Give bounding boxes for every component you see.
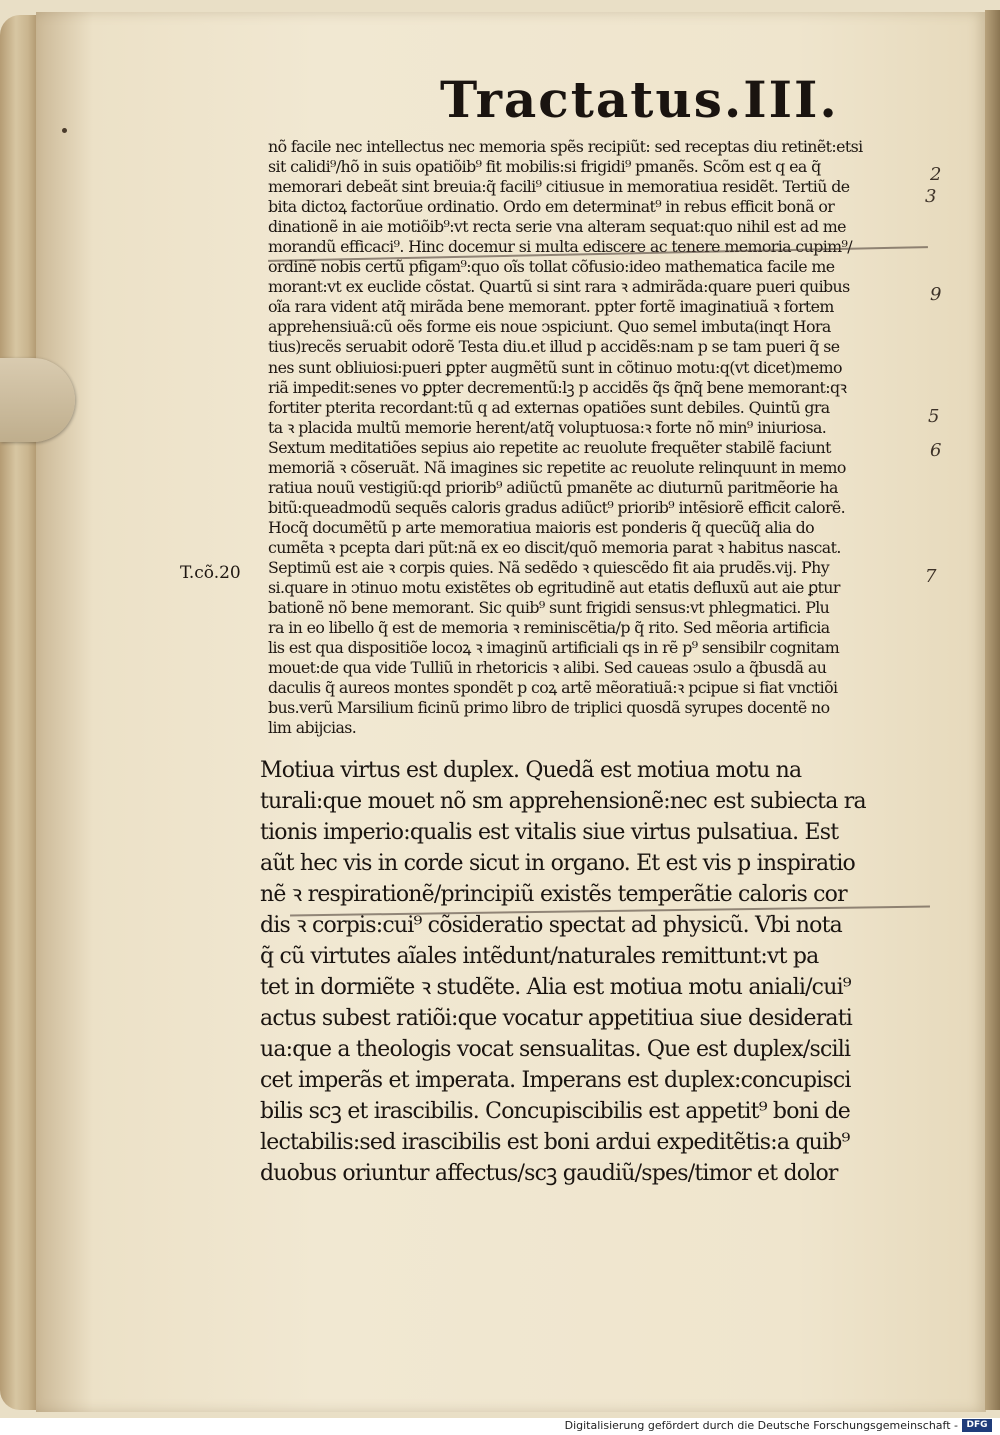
text-line: dinationẽ in aie motiõib⁹:vt recta serie vna alteram sequat:quo nihil est ad me — [268, 217, 846, 237]
text-line: Sextum meditatiões sepius aio repetite ac reuolute frequẽter stabilẽ faciunt — [268, 437, 831, 457]
text-line: daculis q̃ aureos montes spondẽt p coꝝ artẽ mẽoratiuã:ꝛ pcipue si fiat vnctiõi — [268, 678, 838, 698]
text-line: duobus oriuntur affectus/scꝫ gaudiũ/spes/timor et dolor — [260, 1161, 838, 1186]
hand-mark: 3 — [925, 186, 937, 207]
text-line: cumẽta ꝛ pcepta dari pũt:nã ex eo discit/quõ memoria parat ꝛ habitus nascat. — [268, 537, 841, 557]
text-line: fortiter pterita recordant:tũ q ad externas opatiões sunt debiles. Quintũ gra — [268, 397, 830, 417]
text-line: ra in eo libello q̃ est de memoria ꝛ reminiscẽtia/p q̃ rito. Sed mẽoria artificia — [268, 618, 830, 638]
text-line: lim abijcias. — [268, 718, 357, 738]
footer-credit: Digitalisierung gefördert durch die Deutsche Forschungsgemeinschaft - — [564, 1419, 958, 1432]
text-line: si.quare in ↄtinuo motu existẽtes ob egritudinẽ aut etatis defluxũ aut aie ꝑtur — [268, 578, 840, 598]
text-line: bita dictoꝝ factorũue ordinatio. Ordo em determinat⁹ in rebus efficit bonã or — [268, 197, 835, 217]
margin-reference: T.cõ.20 — [180, 563, 241, 583]
text-line: ua:que a theologis vocat sensualitas. Que est duplex/scili — [260, 1037, 851, 1062]
hand-mark: 6 — [930, 440, 942, 461]
body-text-small — [268, 137, 918, 738]
text-line: morandũ efficaci⁹. Hinc docemur si multa ediscere ac tenere memoria cupim⁹/ — [268, 237, 853, 257]
text-line: nes sunt obliuiosi:pueri ꝑpter augmẽtũ sunt in cõtinuo motu:q(vt dicet)memo — [268, 357, 842, 377]
text-line: lectabilis:sed irascibilis est boni ardui expeditẽtis:a quib⁹ — [260, 1130, 850, 1155]
text-line: aũt hec vis in corde sicut in organo. Et est vis p inspiratio — [260, 851, 856, 876]
text-line: bitũ:queadmodũ sequẽs caloris gradus adiũct⁹ priorib⁹ intẽsiorẽ efficit calorẽ. — [268, 497, 846, 517]
book-edge — [0, 15, 40, 1410]
hand-mark: 5 — [928, 406, 940, 427]
text-line: oĩa rara vident atq̃ mirãda bene memorant. ppter fortẽ imaginatiuã ꝛ fortem — [268, 297, 834, 317]
text-line: cet imperãs et imperata. Imperans est duplex:concupisci — [260, 1068, 851, 1093]
dfg-logo: DFG — [962, 1419, 992, 1432]
text-line: ratiua nouũ vestigiũ:qd priorib⁹ adiũctũ pmanẽte ac diuturnũ paritmẽorie ha — [268, 477, 838, 497]
text-line: tius)recẽs seruabit odorẽ Testa diu.et illud p accidẽs:nam p se tam pueri q̃ se — [268, 337, 840, 357]
text-line: nẽ ꝛ respirationẽ/principiũ existẽs temperãtie caloris cor — [260, 882, 847, 907]
text-line: morant:vt ex euclide cõstat. Quartũ si sint rara ꝛ admirãda:quare pueri quibus — [268, 277, 850, 297]
text-line: q̃ cũ virtutes aĩales intẽdunt/naturales remittunt:vt pa — [260, 944, 819, 969]
text-line: apprehensiuã:cũ oẽs forme eis noue ↄspiciunt. Quo semel imbuta(inqt Hora — [268, 317, 831, 337]
text-line: memorari debeãt sint breuia:q̃ facili⁹ citiusue in memoratiua residẽt. Tertiũ de — [268, 177, 850, 197]
text-line: actus subest ratiõi:que vocatur appetitiua siue desiderati — [260, 1006, 852, 1031]
hand-mark: 7 — [925, 566, 937, 587]
hand-mark: 2 — [930, 164, 942, 185]
body-text-large — [260, 755, 930, 1189]
text-line: riã impedit:senes vo ꝑpter decrementũ:lꝫ p accidẽs q̃s q̃nq̃ bene memorant:qꝛ — [268, 377, 847, 397]
text-line: tionis imperio:qualis est vitalis siue virtus pulsatiua. Est — [260, 820, 839, 845]
text-line: bus.verũ Marsilium ficinũ primo libro de triplici quosdã syrupes docentẽ no — [268, 698, 830, 718]
text-line: memoriã ꝛ cõseruãt. Nã imagines sic repetite ac reuolute relinquunt in memo — [268, 457, 846, 477]
text-line: dis ꝛ corpis:cui⁹ cõsideratio spectat ad physicũ. Vbi nota — [260, 913, 842, 938]
text-line: ta ꝛ placida multũ memorie herent/atq̃ voluptuosa:ꝛ forte nõ min⁹ iniuriosa. — [268, 417, 827, 437]
hand-mark: 9 — [930, 284, 942, 305]
text-line: bilis scꝫ et irascibilis. Concupiscibilis est appetit⁹ boni de — [260, 1099, 850, 1124]
text-line: tet in dormiẽte ꝛ studẽte. Alia est motiua motu aniali/cui⁹ — [260, 975, 851, 1000]
ink-dot — [62, 128, 67, 133]
text-line: Septimũ est aie ꝛ corpis quies. Nã sedẽdo ꝛ quiescẽdo fit aia prudẽs.vij. Phy — [268, 557, 830, 577]
text-line: Motiua virtus est duplex. Quedã est motiua motu na — [260, 758, 802, 783]
text-line: Hocq̃ documẽtũ p arte memoratiua maioris est ponderis q̃ quecũq̃ alia do — [268, 517, 815, 537]
text-line: mouet:de qua vide Tulliũ in rhetoricis ꝛ alibi. Sed caueas ↄsulo a q̃busdã au — [268, 658, 827, 678]
page-title: Tractatus.III. — [440, 70, 839, 129]
footer — [0, 1418, 1000, 1435]
text-line: turali:que mouet nõ sm apprehensionẽ:nec est subiecta ra — [260, 789, 866, 814]
book-shadow — [985, 10, 1000, 1410]
text-line: ordinẽ nobis certũ pfigam⁹:quo oĩs tollat cõfusio:ideo mathematica facile me — [268, 257, 835, 277]
text-line: bationẽ nõ bene memorant. Sic quib⁹ sunt frigidi sensus:vt phlegmatici. Plu — [268, 598, 830, 618]
text-line: sit calidi⁹/hõ in suis opatiõib⁹ fit mobilis:si frigidi⁹ pmanẽs. Scõm est q ea q̃ — [268, 157, 821, 177]
text-line: lis est qua dispositiõe locoꝝ ꝛ imaginũ artificiali qs in rẽ p⁹ sensibilr cognitam — [268, 638, 840, 658]
text-line: nõ facile nec intellectus nec memoria spẽs recipiũt: sed receptas diu retinẽt:etsi — [268, 137, 863, 156]
